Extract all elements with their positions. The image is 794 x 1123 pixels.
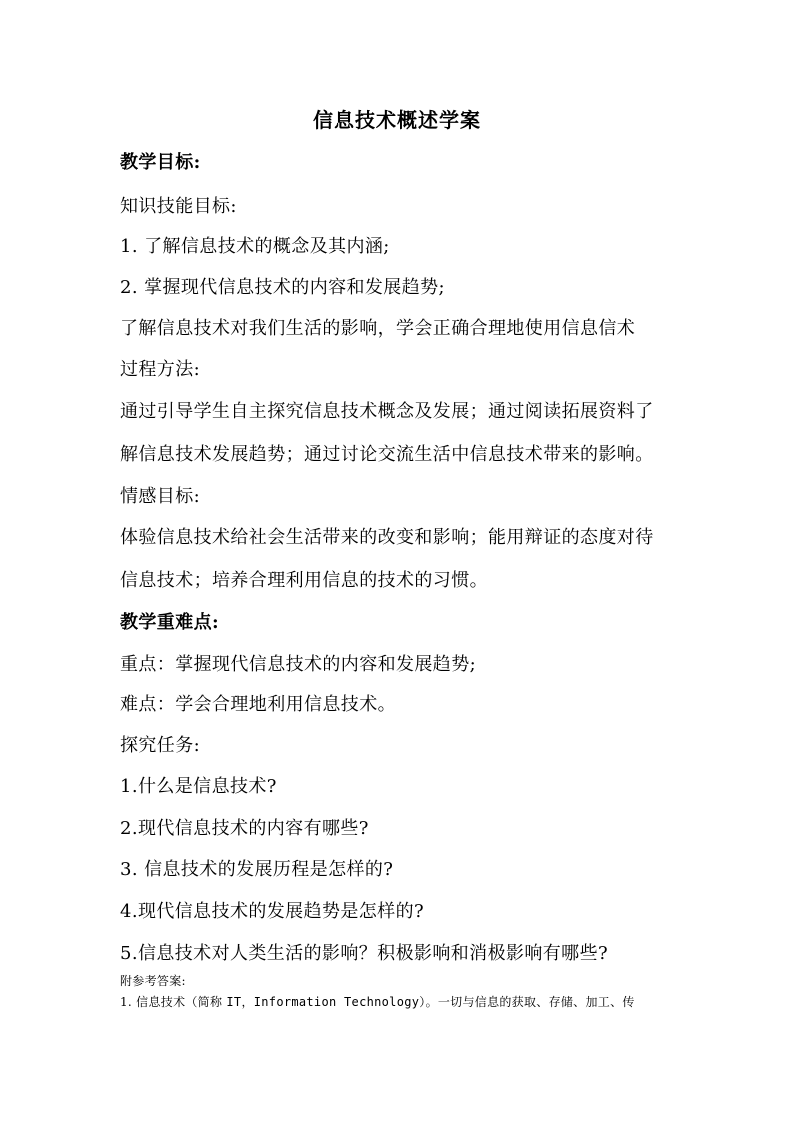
inquiry-item: 4.现代信息技术的发展趋势是怎样的? [120,901,425,922]
process-line: 解信息技术发展趋势；通过讨论交流生活中信息技术带来的影响。 [120,444,654,465]
answer-1-line [120,993,680,1010]
emotion-line: 体验信息技术给社会生活带来的改变和影响；能用辩证的态度对待 [120,527,654,548]
emotion-heading: 情感目标: [120,486,201,507]
inquiry-heading: 探究任务: [120,735,201,756]
knowledge-item: 2. 掌握现代信息技术的内容和发展趋势; [120,277,445,298]
answers-heading: 附参考答案: [120,974,186,988]
knowledge-item: 1. 了解信息技术的概念及其内涵; [120,236,390,257]
teaching-goals-heading: 教学目标: [120,152,201,173]
answer-1-abbr: IT，Information Technology [226,995,420,1009]
answer-1-prefix: 1. 信息技术（简称 [120,995,227,1009]
emotion-line: 信息技术；培养合理利用信息的技术的习惯。 [120,570,488,591]
document-title: 信息技术概述学案 [313,108,481,132]
inquiry-item: 1.什么是信息技术? [120,776,277,797]
process-heading: 过程方法: [120,359,201,380]
inquiry-item: 3. 信息技术的发展历程是怎样的? [120,859,394,880]
difficult-point: 难点：学会合理地利用信息技术。 [120,694,396,715]
process-line: 通过引导学生自主探究信息技术概念及发展；通过阅读拓展资料了 [120,401,654,422]
key-point: 重点：掌握现代信息技术的内容和发展趋势; [120,654,477,675]
inquiry-item: 5.信息技术对人类生活的影响？积极影响和消极影响有哪些? [120,943,609,964]
key-points-heading: 教学重难点: [120,612,220,633]
inquiry-item: 2.现代信息技术的内容有哪些? [120,818,369,839]
knowledge-goals-heading: 知识技能目标: [120,196,237,217]
knowledge-item: 了解信息技术对我们生活的影响，学会正确合理地使用信息信术 [120,318,636,339]
answer-1-suffix: ）。一切与信息的获取、存储、加工、传 [419,995,635,1009]
